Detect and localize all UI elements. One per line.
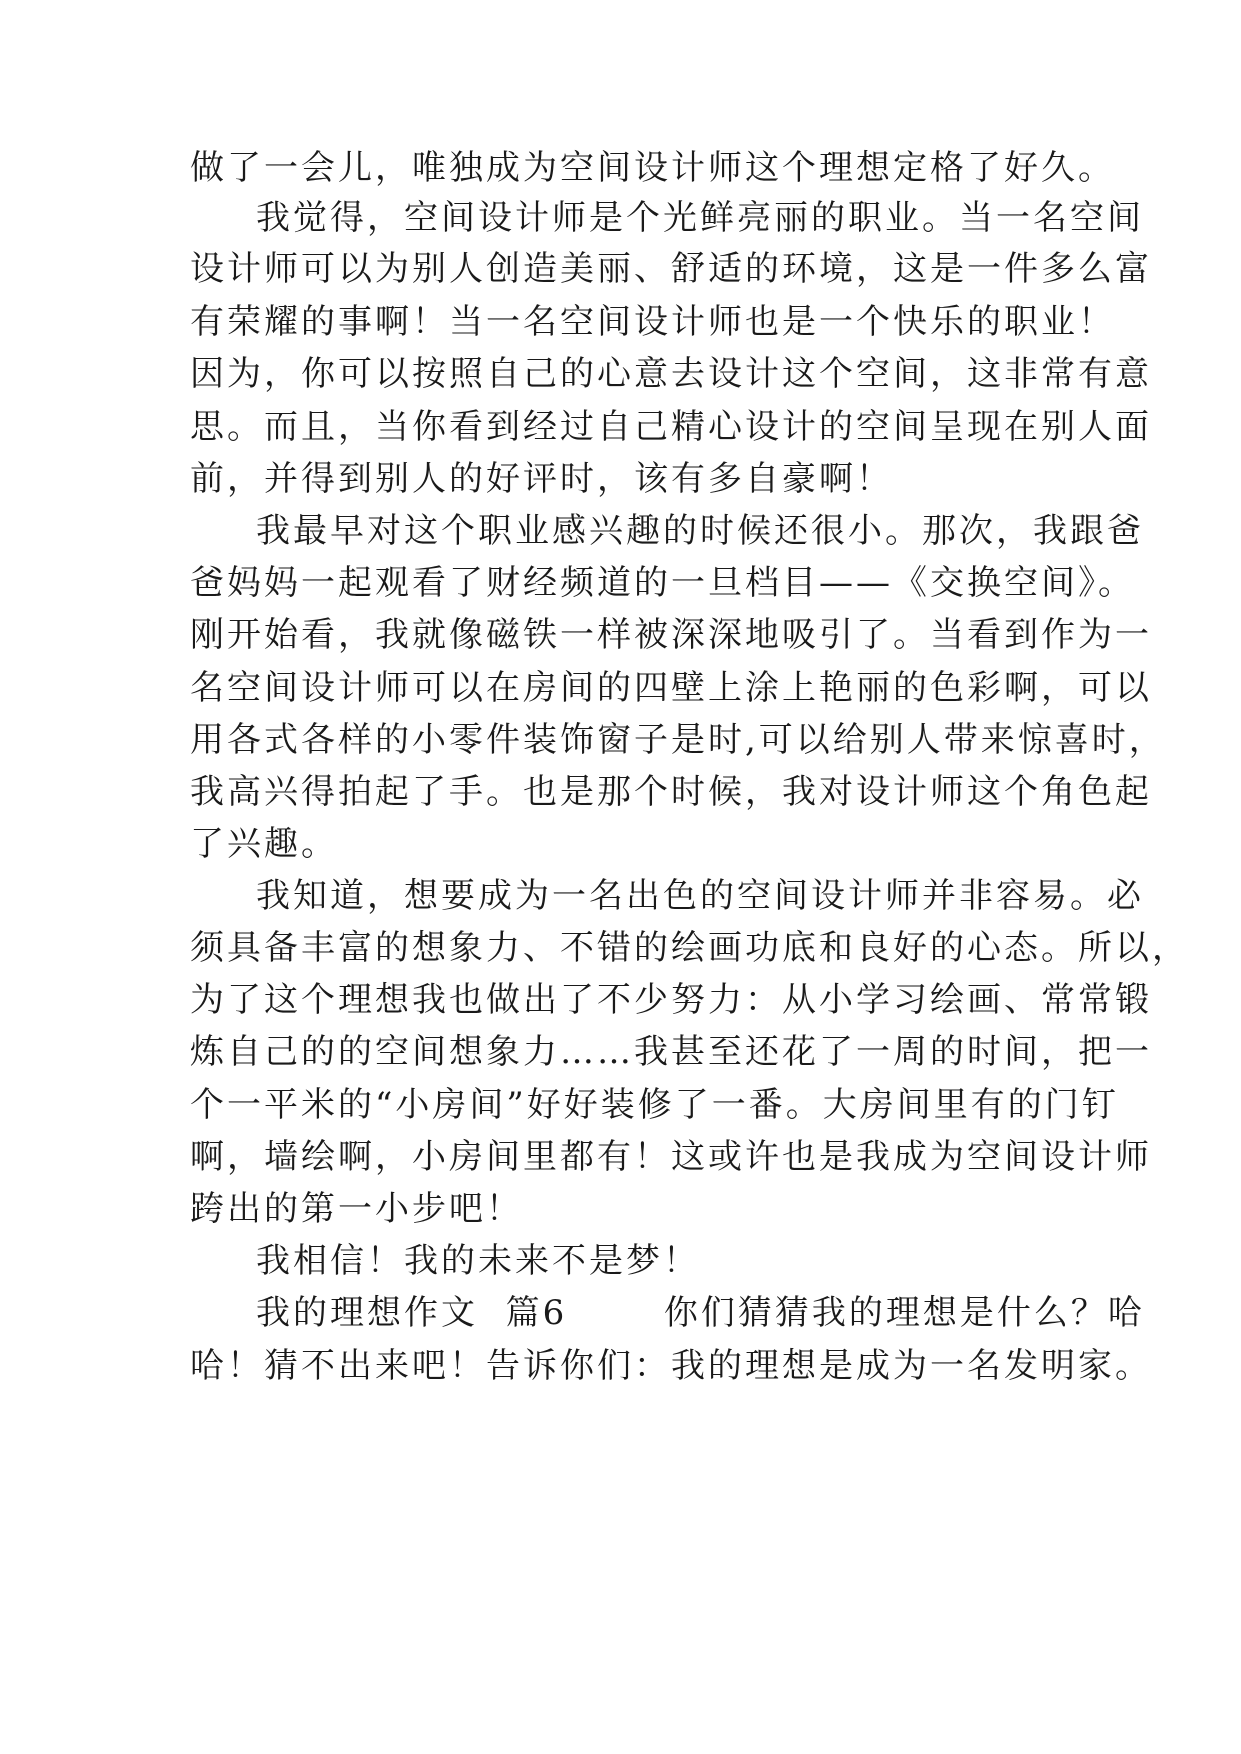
paragraph-start-line: 我最早对这个职业感兴趣的时候还很小。那次，我跟爸 xyxy=(256,511,1144,551)
text-line: 我高兴得拍起了手。也是那个时候，我对设计师这个角色起 xyxy=(190,772,1152,812)
text-line: 因为，你可以按照自己的心意去设计这个空间，这非常有意 xyxy=(190,354,1152,394)
paragraph-start-line: 我知道，想要成为一名出色的空间设计师并非容易。必 xyxy=(256,876,1144,916)
text-line: 刚开始看，我就像磁铁一样被深深地吸引了。当看到作为一 xyxy=(190,615,1152,655)
text-line: 哈！猜不出来吧！告诉你们：我的理想是成为一名发明家。 xyxy=(190,1346,1152,1386)
text-line: 有荣耀的事啊！当一名空间设计师也是一个快乐的职业！ xyxy=(190,302,1115,342)
paragraph-start-line: 我觉得，空间设计师是个光鲜亮丽的职业。当一名空间 xyxy=(256,198,1144,238)
text-line: 前，并得到别人的好评时，该有多自豪啊！ xyxy=(190,459,893,499)
text-line: 啊，墙绘啊，小房间里都有！这或许也是我成为空间设计师 xyxy=(190,1137,1152,1177)
text-line: 设计师可以为别人创造美丽、舒适的环境，这是一件多么富 xyxy=(190,249,1152,289)
text-line: 跨出的第一小步吧！ xyxy=(190,1189,523,1229)
text-line: 了兴趣。 xyxy=(190,824,338,864)
text-line: 炼自己的的空间想象力……我甚至还花了一周的时间，把一 xyxy=(190,1032,1152,1072)
text-line: 须具备丰富的想象力、不错的绘画功底和良好的心态。所以， xyxy=(190,928,1189,968)
text-line: 做了一会儿，唯独成为空间设计师这个理想定格了好久。 xyxy=(190,148,1115,188)
text-line: 爸妈妈一起观看了财经频道的一旦档目——《交换空间》。 xyxy=(190,563,1135,603)
text-line: 为了这个理想我也做出了不少努力：从小学习绘画、常常锻 xyxy=(190,980,1152,1020)
section-heading-line: 我的理想作文 篇6 你们猜猜我的理想是什么？哈 xyxy=(256,1293,1145,1333)
text-line: 名空间设计师可以在房间的四壁上涂上艳丽的色彩啊，可以 xyxy=(190,668,1152,708)
text-line: 用各式各样的小零件装饰窗子是时,可以给别人带来惊喜时， xyxy=(190,720,1166,760)
paragraph-start-line: 我相信！我的未来不是梦！ xyxy=(256,1241,700,1281)
text-line: 思。而且，当你看到经过自己精心设计的空间呈现在别人面 xyxy=(190,407,1152,447)
text-line: 个一平米的“小房间”好好装修了一番。大房间里有的门钉 xyxy=(190,1085,1119,1125)
